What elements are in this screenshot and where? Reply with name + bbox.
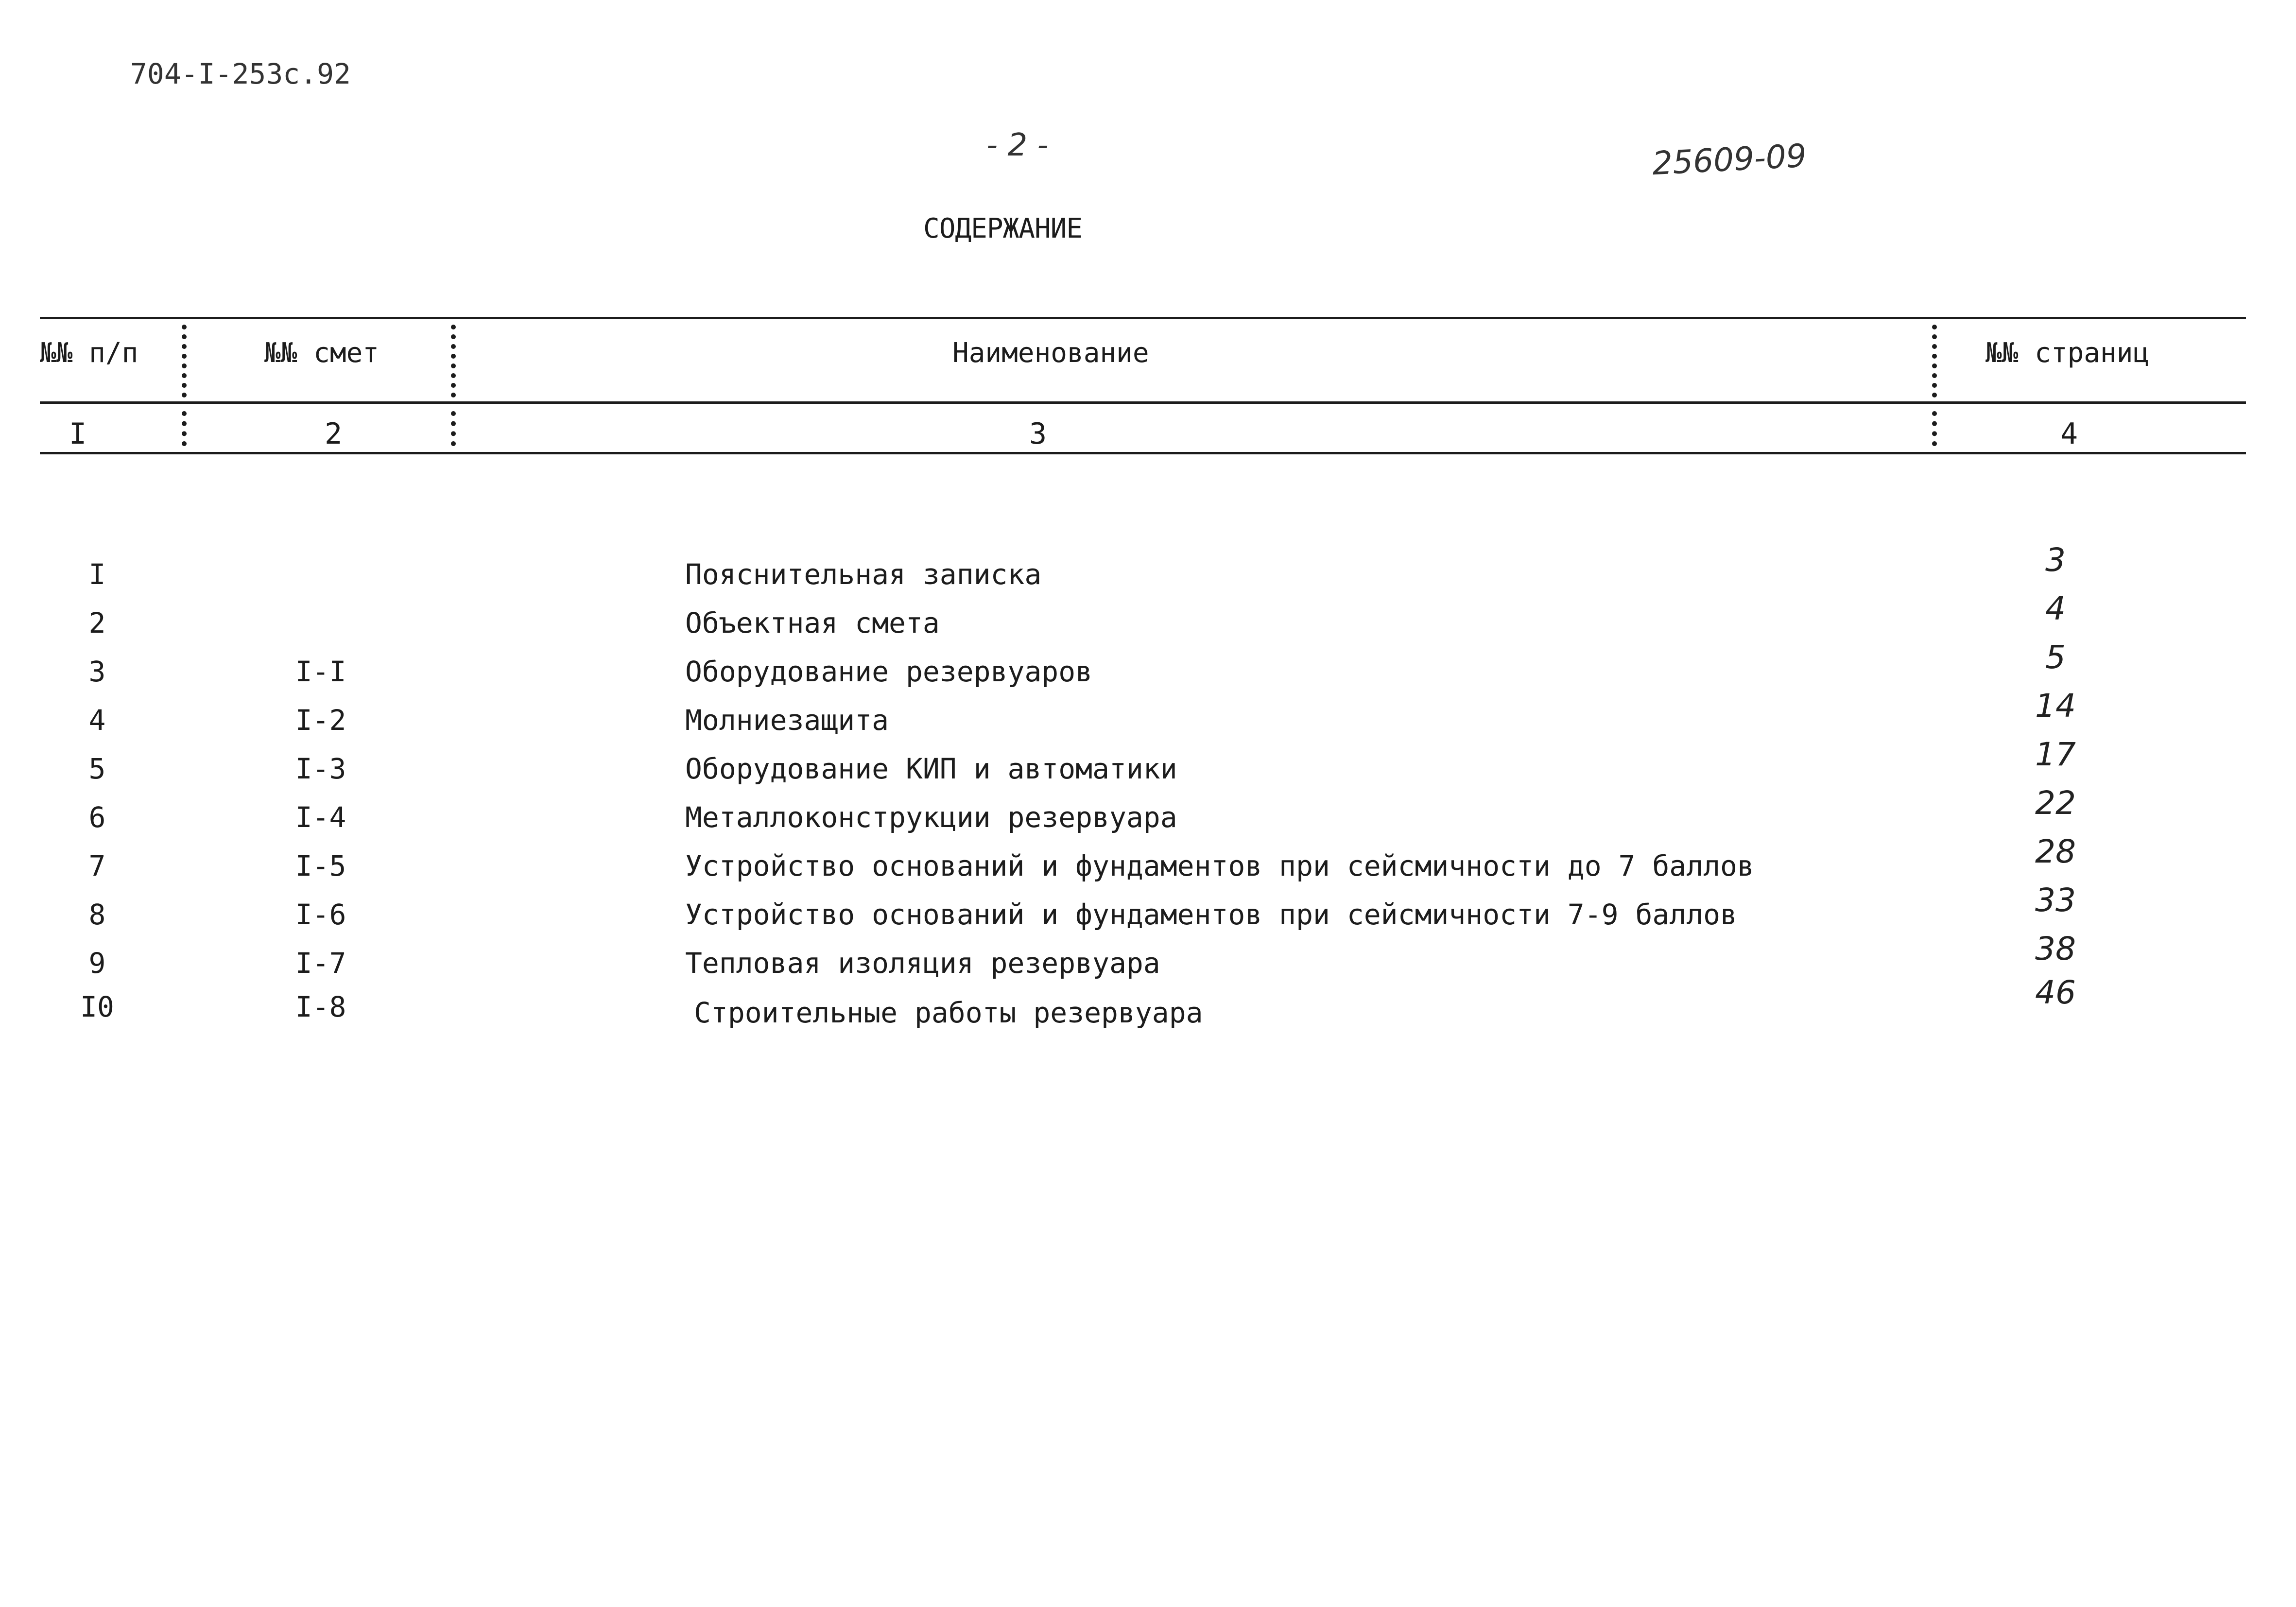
- item-name: Оборудование резервуаров: [685, 655, 1093, 688]
- estimate-number: I-I: [295, 655, 346, 688]
- page-ref: 22: [2035, 784, 2076, 822]
- page-ref: 14: [2035, 687, 2076, 725]
- column-divider: [451, 411, 456, 446]
- column-divider: [182, 411, 187, 446]
- row-number: I: [88, 558, 106, 591]
- column-number: 4: [2060, 417, 2078, 451]
- table-row: [0, 930, 2296, 995]
- row-number: 3: [88, 655, 106, 688]
- table-top-rule: [40, 317, 2246, 319]
- table-row: [0, 736, 2296, 801]
- column-header-name: Наименование: [952, 337, 1149, 369]
- column-divider: [1932, 411, 1937, 446]
- item-name: Объектная смета: [685, 606, 940, 639]
- estimate-number: I-7: [295, 947, 346, 980]
- column-divider: [1932, 325, 1937, 397]
- item-name: Устройство оснований и фундаментов при сейсмичности 7-9 баллов: [685, 898, 1737, 931]
- table-row: [0, 590, 2296, 655]
- row-number: 4: [88, 704, 106, 737]
- column-divider: [182, 325, 187, 397]
- estimate-number: I-2: [295, 704, 346, 737]
- estimate-number: I-6: [295, 898, 346, 931]
- table-row: [0, 974, 2296, 1039]
- table-header-rule: [40, 401, 2246, 404]
- row-number: 5: [88, 752, 106, 785]
- document-code: 704-I-253с.92: [130, 57, 351, 90]
- row-number: 9: [88, 947, 106, 980]
- row-number: I0: [80, 990, 114, 1023]
- page-number: - 2 -: [986, 127, 1049, 163]
- page-ref: 46: [2035, 974, 2076, 1011]
- column-header-number: №№ п/п: [40, 337, 138, 369]
- row-number: 8: [88, 898, 106, 931]
- item-name: Пояснительная записка: [685, 558, 1042, 591]
- table-row: [0, 687, 2296, 752]
- row-number: 2: [88, 606, 106, 639]
- estimate-number: I-3: [295, 752, 346, 785]
- row-number: 7: [88, 849, 106, 882]
- column-number: 3: [1029, 417, 1047, 451]
- page-ref: 17: [2035, 736, 2076, 773]
- registration-number: 25609-09: [1651, 137, 1808, 183]
- table-row: [0, 784, 2296, 849]
- estimate-number: I-5: [295, 849, 346, 882]
- page-ref: 3: [2045, 541, 2066, 579]
- column-number: 2: [325, 417, 343, 451]
- table-row: [0, 881, 2296, 947]
- page-ref: 28: [2035, 833, 2076, 870]
- page-title: СОДЕРЖАНИЕ: [923, 213, 1083, 244]
- table-row: [0, 639, 2296, 704]
- item-name: Тепловая изоляция резервуара: [685, 947, 1160, 980]
- page-ref: 33: [2035, 881, 2076, 919]
- item-name: Металлоконструкции резервуара: [685, 801, 1177, 834]
- column-divider: [451, 325, 456, 397]
- item-name: Оборудование КИП и автоматики: [685, 752, 1177, 785]
- table-bottom-rule: [40, 452, 2246, 454]
- row-number: 6: [88, 801, 106, 834]
- estimate-number: I-8: [295, 990, 346, 1023]
- page-ref: 38: [2035, 930, 2076, 968]
- page-ref: 5: [2045, 639, 2066, 676]
- column-header-pages: №№ страниц: [1985, 337, 2150, 369]
- item-name: Молниезащита: [685, 704, 889, 737]
- column-header-estimate: №№ смет: [264, 337, 380, 369]
- table-row: [0, 833, 2296, 898]
- estimate-number: I-4: [295, 801, 346, 834]
- item-name: Строительные работы резервуара: [694, 996, 1203, 1029]
- table-row: [0, 541, 2296, 606]
- item-name: Устройство оснований и фундаментов при сейсмичности до 7 баллов: [685, 849, 1754, 882]
- page-ref: 4: [2045, 590, 2066, 627]
- column-number: I: [69, 417, 87, 451]
